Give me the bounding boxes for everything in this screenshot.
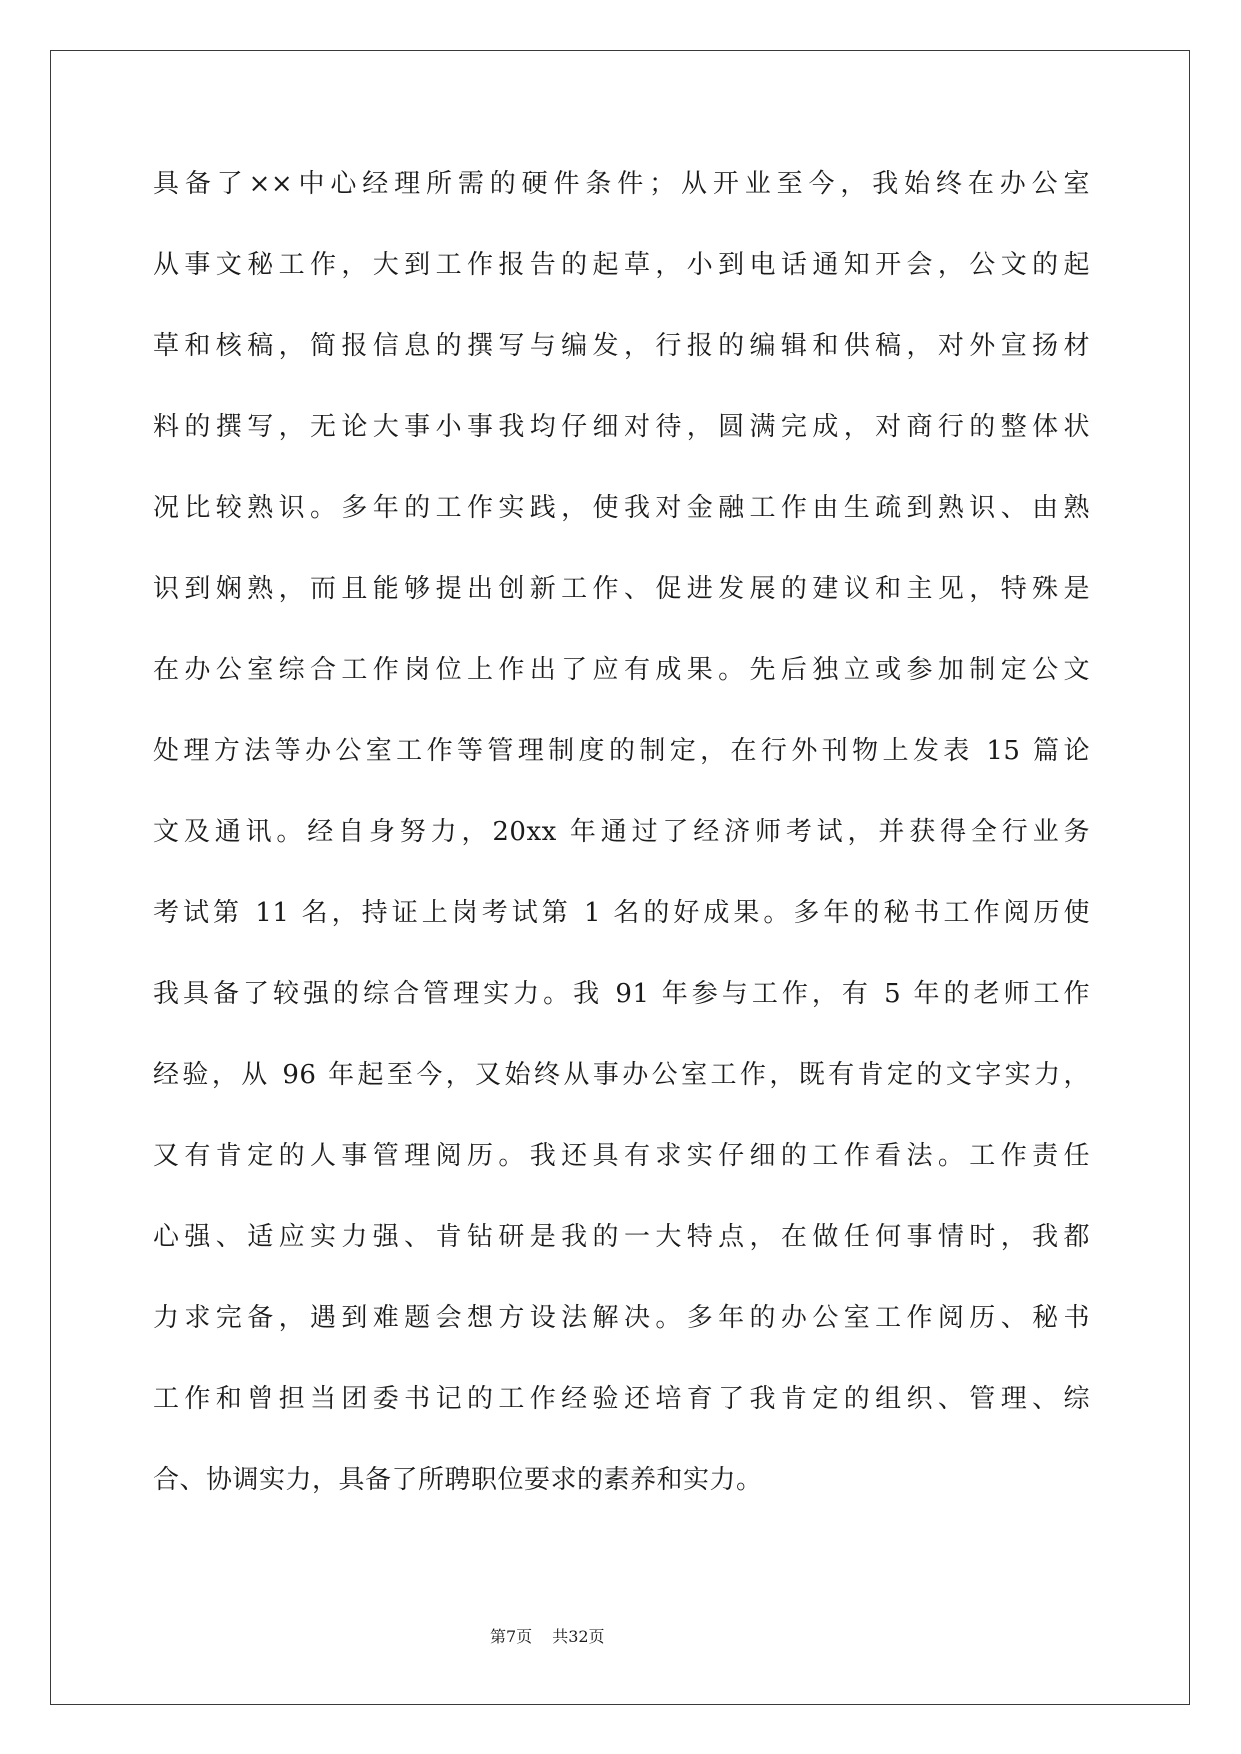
text-line: 文及通讯。经自身努力，20xx 年通过了经济师考试，并获得全行业务 <box>153 817 1090 847</box>
text-line: 又有肯定的人事管理阅历。我还具有求实仔细的工作看法。工作责任 <box>153 1141 1090 1171</box>
text-line: 我具备了较强的综合管理实力。我 91 年参与工作，有 5 年的老师工作 <box>153 979 1090 1009</box>
text-line: 在办公室综合工作岗位上作出了应有成果。先后独立或参加制定公文 <box>153 655 1090 685</box>
text-line: 料的撰写，无论大事小事我均仔细对待，圆满完成，对商行的整体状 <box>153 412 1090 442</box>
text-line: 处理方法等办公室工作等管理制度的制定，在行外刊物上发表 15 篇论 <box>153 736 1090 766</box>
text-line: 识到娴熟，而且能够提出创新工作、促进发展的建议和主见，特殊是 <box>153 574 1090 604</box>
document-body <box>153 144 1090 1521</box>
text-line: 况比较熟识。多年的工作实践，使我对金融工作由生疏到熟识、由熟 <box>153 493 1090 523</box>
text-line: 工作和曾担当团委书记的工作经验还培育了我肯定的组织、管理、综 <box>153 1384 1090 1414</box>
text-line: 考试第 11 名，持证上岗考试第 1 名的好成果。多年的秘书工作阅历使 <box>153 898 1090 928</box>
text-line: 草和核稿，简报信息的撰写与编发，行报的编辑和供稿，对外宣扬材 <box>153 331 1090 361</box>
page-footer <box>490 1626 605 1648</box>
text-line: 心强、适应实力强、肯钻研是我的一大特点，在做任何事情时，我都 <box>153 1222 1090 1252</box>
text-line: 经验，从 96 年起至今，又始终从事办公室工作，既有肯定的文字实力， <box>153 1060 1090 1090</box>
text-line: 力求完备，遇到难题会想方设法解决。多年的办公室工作阅历、秘书 <box>153 1303 1090 1333</box>
page-number: 第7页 <box>490 1627 533 1646</box>
total-pages: 共32页 <box>552 1627 605 1646</box>
text-line: 从事文秘工作，大到工作报告的起草，小到电话通知开会，公文的起 <box>153 250 1090 280</box>
text-line: 合、协调实力，具备了所聘职位要求的素养和实力。 <box>153 1465 763 1495</box>
text-line: 具备了××中心经理所需的硬件条件；从开业至今，我始终在办公室 <box>153 169 1090 199</box>
